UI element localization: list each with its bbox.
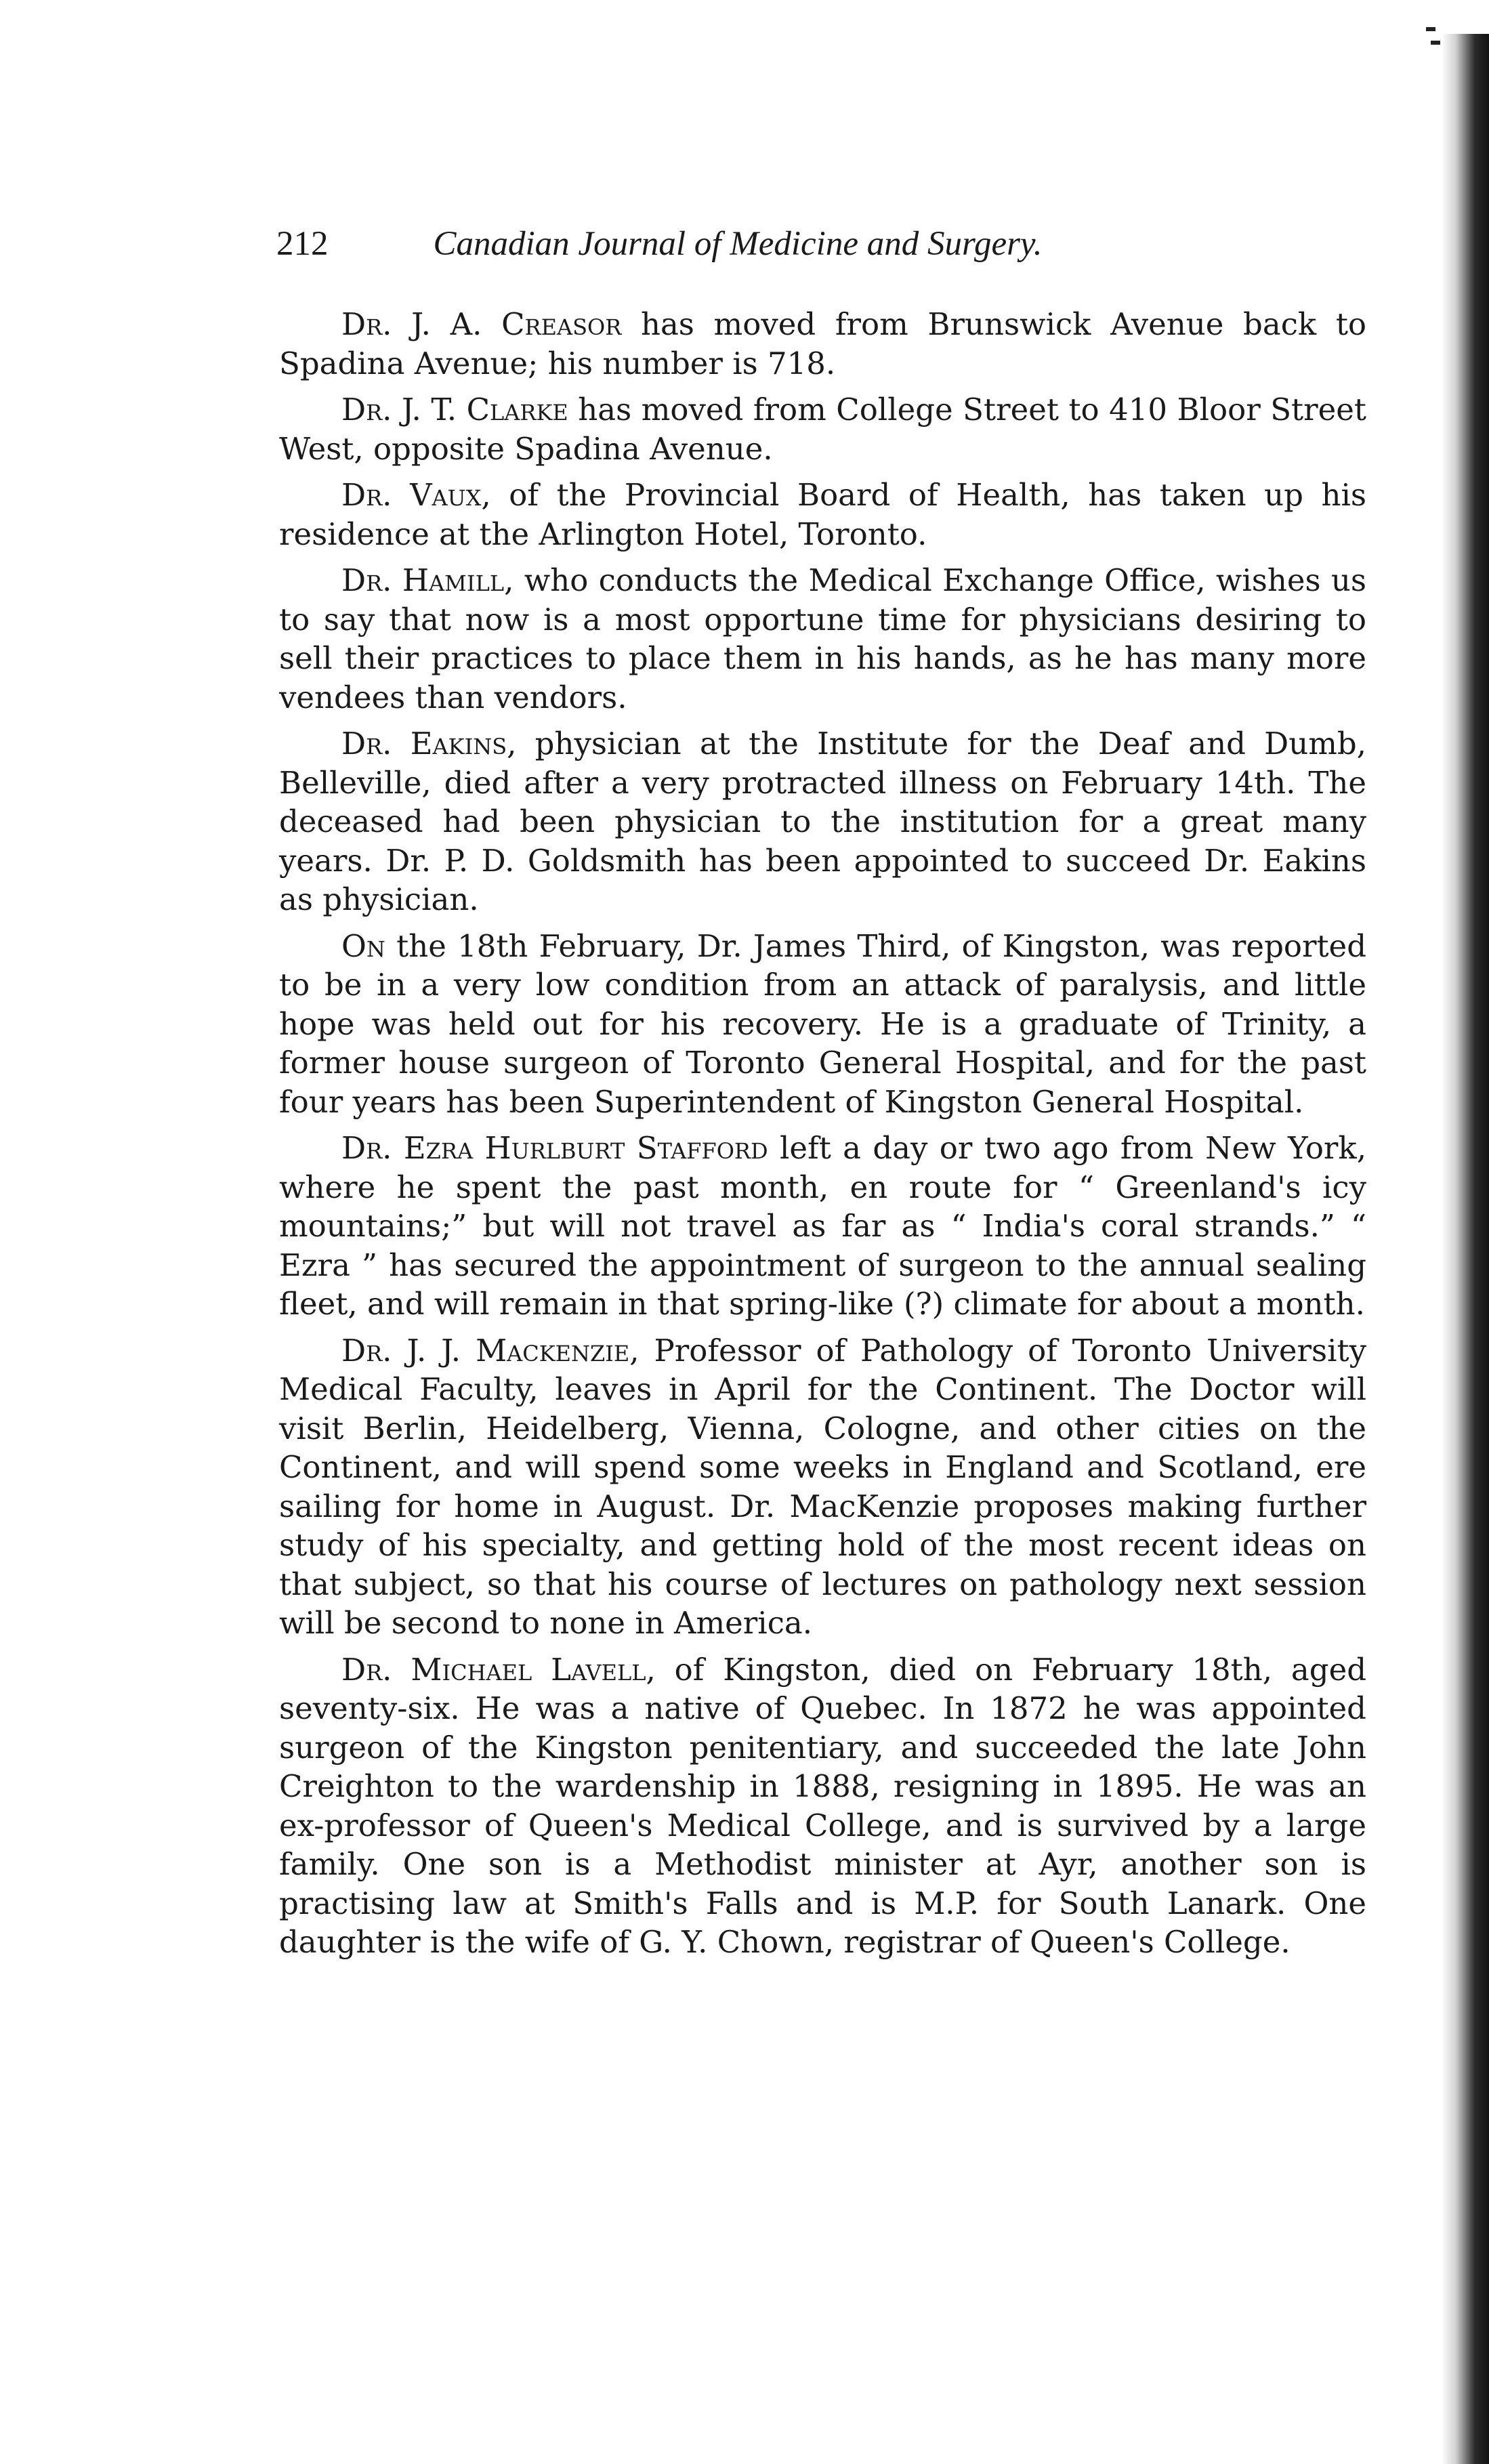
news-item [279, 476, 1366, 554]
news-item-lead: Dr. J. T. Clarke [341, 392, 568, 427]
news-item [279, 561, 1366, 717]
news-item-text: left a day or two ago from New York, where he spent the past month, en route for “ Greenland's icy mountains;” but will not travel as far as “ India's coral strands.” “ Ezra ” has secured the appointment of surgeon to the annual sealing fleet, and will remain in that spring-like (?) climate for about a month. [279, 1130, 1367, 1322]
page-edge-shadow [1442, 34, 1489, 2464]
news-item [279, 390, 1366, 468]
running-header [276, 224, 1374, 264]
news-item-text: the 18th February, Dr. James Third, of Kingston, was reported to be in a very low condition from an attack of paralysis, and little hope was held out for his recovery. He is a graduate of Trinity, a former house surgeon of Toronto General Hospital, and for the past four years has been Superintendent of Kingston General Hospital. [279, 927, 1366, 1120]
page-edge-mark [1426, 27, 1435, 31]
news-item-lead: Dr. J. A. Creasor [341, 306, 622, 342]
article-body [279, 305, 1366, 1969]
news-item-lead: Dr. Eakins [341, 726, 507, 761]
news-item [279, 927, 1366, 1122]
news-item [279, 305, 1366, 383]
news-item-lead: Dr. Ezra Hurlburt Stafford [341, 1130, 768, 1166]
page-edge-mark [1431, 41, 1440, 45]
news-item-lead: Dr. Michael Lavell [341, 1651, 646, 1688]
news-item-text: , Professor of Pathology of Toronto University Medical Faculty, leaves in April for the Continent. The Doctor will visit Berlin, Heidelberg, Vienna, Cologne, and other cities on the Continent, and will spend some weeks in England and Scotland, ere sailing for home in August. Dr. MacKenzie proposes making further study of his specialty, and getting hold of the most recent ideas on that subject, so that his course of lectures on pathology next session will be second to none in America. [279, 1332, 1366, 1641]
news-item-lead: On [341, 927, 385, 964]
news-item [279, 724, 1366, 919]
news-item [279, 1650, 1366, 1962]
news-item-lead: Dr. J. J. Mackenzie [341, 1332, 630, 1369]
news-item-lead: Dr. Hamill [341, 562, 505, 598]
news-item-text: , of the Provincial Board of Health, has taken up his residence at the Arlington Hotel, Toronto. [279, 477, 1366, 552]
news-item-text: , who conducts the Medical Exchange Office, wishes us to say that now is a most opportune time for physicians desiring to sell their practices to place them in his hands, as he has many more vendees than vendors. [279, 562, 1366, 715]
news-item [279, 1129, 1366, 1324]
page-number: 212 [276, 225, 329, 263]
news-item-lead: Dr. Vaux [341, 477, 482, 513]
news-item-text: has moved from College Street to 410 Bloor Street West, opposite Spadina Avenue. [279, 392, 1366, 467]
news-item-text: , of Kingston, died on February 18th, aged seventy-six. He was a native of Quebec. In 1872 he was appointed surgeon of the Kingston penitentiary, and succeeded the late John Creighton to the wardenship in 1888, resigning in 1895. He was an ex-professor of Queen's Medical College, and is survived by a large family. One son is a Methodist minister at Ayr, another son is practising law at Smith's Falls and is M.P. for South Lanark. One daughter is the wife of G. Y. Chown, registrar of Queen's College. [279, 1651, 1367, 1960]
news-item [279, 1331, 1366, 1643]
running-title: Canadian Journal of Medicine and Surgery. [433, 225, 1043, 263]
news-item-text: , physician at the Institute for the Deaf and Dumb, Belleville, died after a very protracted illness on February 14th. The deceased had been physician to the institution for a great many years. Dr. P. D. Goldsmith has been appointed to succeed Dr. Eakins as physician. [279, 726, 1366, 917]
news-item-text: has moved from Brunswick Avenue back to Spadina Avenue; his number is 718. [279, 306, 1366, 381]
